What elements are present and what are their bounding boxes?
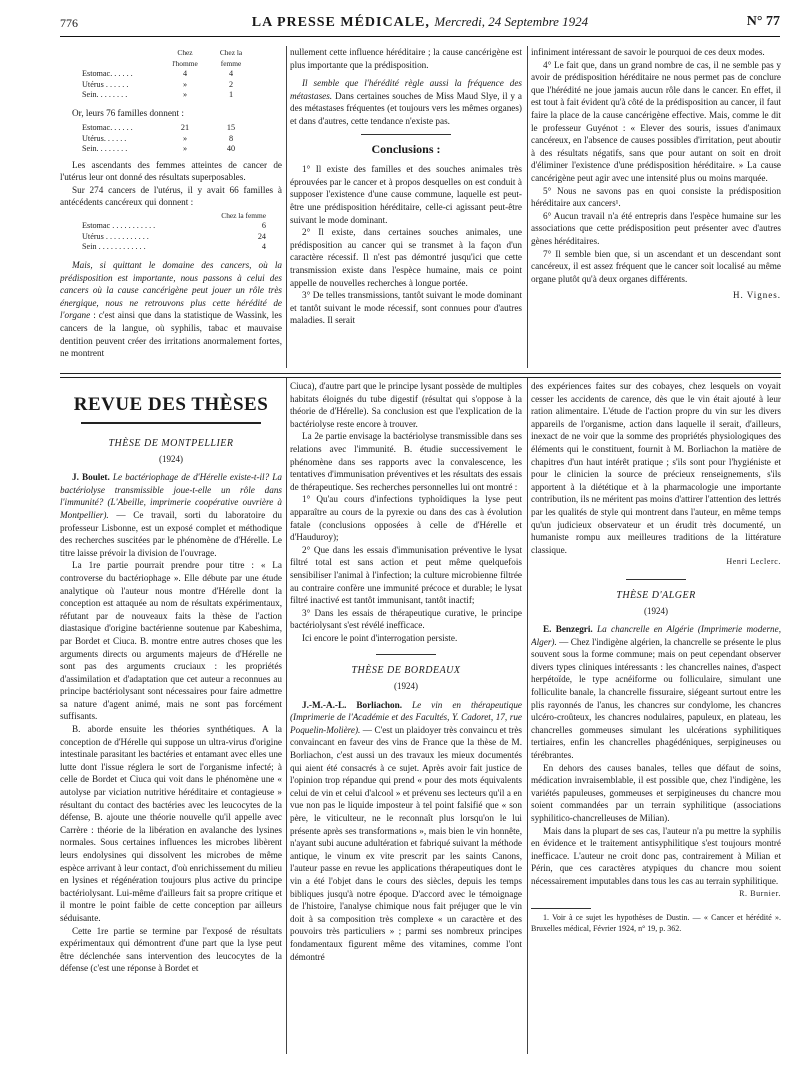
author-name: J.-M.-A.-L. Borliachon. bbox=[302, 699, 403, 710]
footnote: 1. Voir à ce sujet les hypothèses de Dustin. — « Cancer et hérédité ». Bruxelles médical, Février 1924, n° 19, p. 362. bbox=[531, 913, 781, 933]
stats-table-head bbox=[82, 48, 256, 69]
col-men: Chez l'homme bbox=[172, 48, 198, 68]
bottom-column-3 bbox=[531, 380, 781, 1054]
running-header bbox=[60, 14, 780, 37]
paragraph: Mais dans la plupart de ses cas, l'auteur n'a pu mettre la syphilis en évidence et le traitement antisyphilitique s'est toujours montré inefficace. L'auteur ne croit donc pas, contrairement à Milian et Périn, que ces caractères atypiques du chancre mou soient nécessairement imputables dans tous les cas au terrain syphilitique. bbox=[531, 825, 781, 886]
these-year: (1924) bbox=[644, 605, 668, 616]
paragraph: Or, leurs 76 familles donnent : bbox=[72, 107, 184, 118]
paragraph: 1° Qu'au cours d'infections typhoïdiques la lyse peut apparaître au cours de la pyrexie ou dans des cas à évolution fatale (conclusions opposées à celle de d'Hérelle et d'Hauduroy); bbox=[290, 494, 522, 543]
row-men: » bbox=[182, 90, 188, 99]
paragraph: Ici encore le point d'interrogation persiste. bbox=[302, 632, 458, 643]
author-name: J. Boulet. bbox=[72, 472, 110, 483]
author-name: E. Benzegri. bbox=[543, 624, 593, 635]
section-rule bbox=[376, 654, 436, 655]
paragraph: nullement cette influence héréditaire ; la cause cancérigène est plus importante que la prédisposition. bbox=[290, 47, 522, 70]
paragraph: B. aborde ensuite les théories synthétiques. A la conception de d'Hérelle qui suppose un ultra-virus d'origine intestinale parasitant les bactéries et entamant avec elles une lutte dont l'issue réglera le sort de l'organisme infecté; à celle de Bordet et Ciuca qui voit dans le phénomène une « autolyse par viciation nutritive héréditaire et contagieuse » résultant du contact des bactéries avec les leucocytes de la défense, B. ajoute une théorie nouvelle qu'il appelle avec Carrère : théorie de la libération en avalanche des lysines normales. Sous certaines influences les microbes libèrent leurs endolysines qui dissolvent les microbes de même espèce arrivant à leur contact, d'où enrichissement du milieu en lysines et régénération toujours plus active du principe bactériolysant. Lui-même d'ailleurs fait sa propre critique et il montre le point faible de cette conception par ailleurs séduisante. bbox=[60, 724, 282, 923]
row-label: Utérus . . . . . . . . . . . bbox=[82, 231, 149, 241]
these-heading: THÈSE DE MONTPELLIER bbox=[108, 438, 234, 449]
table-row bbox=[82, 123, 256, 134]
body-text: : c'est ainsi que dans la statistique de Wassink, les cancers de la langue, où syphilis, tabac et mauvaise dentition peuvent créer des irritations anormalement fortes, ne montrent bbox=[60, 310, 282, 359]
body-text: — Chez l'indigène algérien, la chancrelle se présente le plus souvent sous la forme commune; mais on peut cependant observer divers types cliniques intéressants : les chancrelles naines, d'aspect herpétoïde, le type acnéiforme ou folliculaire, simulant une folliculite banale, la chancrelle fissuraire, siégeant surtout entre les plis rayonnés de l'anus, les chancres sur condylome, les chancres ulcéro-croûteux, les chancres nodulaires, papuleux, en plateau, les chancrelles gommeuses simulant les ulcérations syphilitiques tertiaires, enfin les chancrelles phagédéniques, serpigineuses ou térébrantes. bbox=[531, 636, 781, 761]
row-label: Utérus. . . . . . bbox=[82, 133, 127, 143]
journal-title-line bbox=[190, 14, 650, 31]
table-row bbox=[82, 80, 256, 91]
bottom-column-2 bbox=[290, 380, 522, 1054]
title-rule bbox=[81, 422, 261, 424]
paragraph bbox=[531, 623, 781, 762]
paragraph: 3° De telles transmissions, tantôt suivant le mode dominant et tantôt suivant le mode récessif, sont connues pour d'autres maladies. Il serait bbox=[290, 290, 522, 326]
bottom-column-1 bbox=[60, 384, 282, 1054]
these-heading: THÈSE DE BORDEAUX bbox=[351, 665, 461, 677]
these-year: (1924) bbox=[394, 681, 418, 692]
row-women: 4 bbox=[228, 69, 234, 78]
paragraph: des expériences faites sur des cobayes, chez lesquels on voyait cesser les accidents de carence, dès que le vin était ajouté à leur ration alimentaire. L'étude de l'action propre du vin sur les divers appareils de l'organisme, action dans laquelle il serait, d'ailleurs, inexact de ne voir que la somme des propriétés physiologiques des éléments qui le constituent, fournit à M. Borliachon la matière de chapitres d'un haut intérêt pratique ; s'ils sont pour l'hygiéniste et pour le clinicien la source de précieux renseignements, s'ils apportent à la diététique et à la pharmacologie une importante contribution, ils ne méritent pas moins d'attirer l'attention des lettrés par les qualités de style qui montrent dans l'auteur, en même temps qu'un judicieux observateur et un érudit très documenté, un humaniste rompu aux meilleures traditions de la littérature classique. bbox=[531, 381, 781, 555]
column-rule bbox=[527, 46, 528, 368]
stats-table-1 bbox=[82, 48, 256, 101]
row-men: » bbox=[182, 144, 188, 154]
italic-text: Mais, si quittant le domaine des cancers, où la prédisposition est importante, nous passons à celui des cancers où la cause cancérigène peut jouer un rôle très énergique, nous ne retrouvons plus cette hérédité de l'organe bbox=[60, 259, 282, 321]
stats-table-2 bbox=[82, 123, 256, 155]
top-column-3 bbox=[531, 46, 781, 371]
row-label: Estomac. . . . . . bbox=[82, 123, 133, 133]
row-label: Sein . . . . . . . . . . . . bbox=[82, 242, 146, 252]
table-row bbox=[82, 232, 272, 243]
section-divider bbox=[60, 373, 781, 378]
paragraph: 3° Dans les essais de thérapeutique curative, le principe bactériolysant s'est révélé inefficace. bbox=[290, 607, 522, 631]
these-year: (1924) bbox=[159, 453, 183, 464]
table-row bbox=[82, 144, 256, 155]
paragraph bbox=[60, 259, 282, 360]
body-text: — Ce travail, sorti du laboratoire du professeur Lisbonne, est un exposé complet et méthodique des recherches suscitées par le phénomène de d'Hérelle. Le titre laisse prévoir la division de l'ouvrage. bbox=[60, 509, 282, 558]
column-rule bbox=[527, 378, 528, 1054]
journal-title: LA PRESSE MÉDICALE, bbox=[251, 15, 430, 30]
paragraph: 1° Il existe des familles et des souches animales très éprouvées par le cancer et à propos desquelles on est conduit à supposer l'existence d'une cause commune, laquelle est peut-être une prédisposition héréditaire, celle-ci agissant peut-être suivant le mode dominant. bbox=[290, 164, 522, 225]
issue-number: N° 77 bbox=[746, 14, 780, 29]
row-women: 6 bbox=[261, 221, 266, 231]
paragraph: 4° Le fait que, dans un grand nombre de cas, il ne semble pas y avoir de prédisposition héréditaire ne nous permet pas de conclure que l'hérédité ne joue jamais aucun rôle dans le cancer. En effet, il est tout à fait évident qu'à côté de la prédisposition au cancer, il faut faire la place de la cause cancérigène effective. Mais, comme le dit le professeur Guyénot : « Elever des souris, issues d'animaux cancéreux, en l'absence de causes possibles d'irritation, peut aboutir à des résultats négatifs, sans que pour autant on soit en droit d'éliminer l'existence d'une prédisposition héréditaire. » La cause cancérigène peut agir avec une intensité plus ou moins marquée. bbox=[531, 59, 781, 183]
table-row bbox=[82, 221, 272, 232]
paragraph: Cette 1re partie se termine par l'exposé de résultats expérimentaux qui démontrent d'une part que la lyse peut être déclenchée sans intervention des leucocytes de la défense (c'est une réponse à Bordet et bbox=[60, 925, 282, 974]
row-men: 4 bbox=[182, 69, 188, 78]
paragraph: 2° Il existe, dans certaines souches animales, une prédisposition au cancer qui se transmet à la façon d'un caractère récessif. Il n'est pas démontré jusqu'ici que cette transmission existe dans l'espèce humaine, mais ce point appelle de nouvelles recherches à longue portée. bbox=[290, 227, 522, 288]
paragraph: infiniment intéressant de savoir le pourquoi de ces deux modes. bbox=[531, 47, 765, 57]
thesis-title: La chancrelle en Algérie (Imprimerie moderne, Alger). bbox=[531, 624, 781, 647]
section-title: REVUE DES THÈSES bbox=[73, 394, 269, 415]
table-row bbox=[82, 69, 256, 80]
row-label: Sein. . . . . . . . bbox=[82, 90, 128, 99]
col-women: Chez la femme bbox=[219, 48, 243, 68]
paragraph: Les ascendants des femmes atteintes de cancer de l'utérus leur ont donné des résultats superposables. bbox=[60, 159, 282, 183]
paragraph: La 1re partie pourrait prendre pour titre : « La controverse du bactériophage ». Elle débute par une étude analytique où l'auteur nous montre d'Hérelle dont la conception est attaquée au nom de résultats expérimentaux, réfutant par de nouveaux faits la thèse de l'action diastasique d'origine bactérienne soutenue par Kabeshima, par Bordet et Ciuca. B. montre entre autres choses que les arguments directs ou arguments majeurs de d'Hérelle ne sont pas des arguments cruciaux : les propriétés d'assimilation et d'adaptation que cet auteur a reconnues au principe bactériolysant sont nécessaires pour faire admettre sa nature d'agent animé, mais ne sont pas forcément suffisants. bbox=[60, 560, 282, 722]
body-text: — C'est un plaidoyer très convaincu et très convaincant en faveur des vins de France que la thèse de M. Borliachon, c'est aussi un des travaux les mieux documentés qui aient été consacrés à ce sujet. Après avoir fait justice de l'opinion trop répandue qui prend « pour des mots équivalents celui de vin et celui d'alcool » et prévenu ses lecteurs qu'il a en vue non pas le liquide imposteur à tel point falsifié que « son père, le viticulteur, ne le reconnaît plus lorsqu'on le lui présente après ses transformations », mais bien le vin honnête, n'ayant subi aucune adultération et fabriqué suivant la méthode antique, le vinum ex vite prescrit par les saints Canons, l'auteur passe en revue les applications thérapeutiques dont le vin a été l'objet dans le cours des siècles, depuis les temps bibliques jusqu'à notre époque. D'accord avec le témoignage de l'histoire, l'analyse chimique nous fait préjuger que le vin doit à sa composition très complexe « un caractère et des pouvoirs très particuliers » ; parmi ses nombreux principes fondamentaux figurent même des vitamines, comme l'ont démontré bbox=[290, 724, 522, 962]
these-heading: THÈSE D'ALGER bbox=[616, 589, 696, 601]
paragraph: 5° Nous ne savons pas en quoi consiste la prédisposition héréditaire aux cancers¹. bbox=[531, 185, 781, 209]
row-women: 24 bbox=[257, 231, 266, 241]
row-men: » bbox=[182, 133, 188, 143]
column-rule bbox=[286, 46, 287, 368]
thesis-title: Le bactériophage de d'Hérelle existe-t-il? La bactériolyse transmissible joue-t-elle un rôle dans l'immunité? (L'Abeille, imprimerie coopérative ouvrière à Montpellier). bbox=[60, 472, 282, 520]
thesis-title: Le vin en thérapeutique (Imprimerie de l'Académie et des Facultés, Y. Cadoret, 17, rue Poquelin-Molière). bbox=[290, 699, 522, 735]
col-women: Chez la femme bbox=[221, 210, 266, 220]
section-rule bbox=[361, 134, 451, 135]
issue-date: Mercredi, 24 Septembre 1924 bbox=[434, 14, 589, 29]
paragraph: 2° Que dans les essais d'immunisation préventive le lysat filtré total est sans action et peut même quelquefois sensibiliser l'animal à l'infection; la culture microbienne filtrée au contraire confère une immunité précoce et durable; le lysat filtré inactivé est tantôt immunisant, tantôt inactif; bbox=[290, 544, 522, 606]
row-women: 40 bbox=[226, 144, 236, 154]
row-women: 1 bbox=[228, 90, 234, 99]
body-text: Dans certaines souches de Miss Maud Slye, il y a des métastases fréquentes (et toujours vers les mêmes organes) et dans d'autres, cette tendance n'existe pas. bbox=[290, 90, 522, 126]
row-women: 2 bbox=[228, 79, 234, 89]
author-signature: Henri Leclerc. bbox=[726, 557, 781, 567]
row-label: Estomac. . . . . . bbox=[82, 69, 133, 78]
paragraph: Ciuca), d'autre part que le principe lysant possède de multiples habitats éloignés du tube digestif (résultat qui s'oppose à la théorie de d'Hérelle). Sa conclusion est que l'explication de la bactériolyse reste encore à trouver. bbox=[290, 381, 522, 429]
section-rule bbox=[626, 579, 686, 580]
row-label: Estomac . . . . . . . . . . . bbox=[82, 221, 156, 231]
row-men: » bbox=[182, 79, 188, 89]
row-women: 4 bbox=[261, 242, 266, 252]
row-women: 8 bbox=[228, 133, 234, 143]
author-signature: H. Vignes. bbox=[732, 290, 781, 301]
top-column-2 bbox=[290, 46, 522, 371]
row-women: 15 bbox=[226, 123, 236, 133]
stats-table-head bbox=[82, 211, 272, 222]
paragraph bbox=[290, 77, 522, 127]
page-number: 776 bbox=[60, 16, 78, 30]
paragraph: La 2e partie envisage la bactériolyse transmissible dans ses relations avec l'immunité. B. étudie successivement le phénomène dans ses rapports avec la convalescence, les tentatives d'immunisation préventives et les résultats des essais de thérapeutique. Ses recherches personnelles lui ont montré : bbox=[290, 431, 522, 492]
paragraph: 7° Il semble bien que, si un ascendant et un descendant sont cancéreux, il est assez fréquent que le cancer soit localisé au même organe plutôt qu'à deux organes différents. bbox=[531, 248, 781, 284]
top-column-1 bbox=[60, 46, 282, 371]
stats-table-3 bbox=[82, 211, 272, 253]
italic-text: Il semble que l'hérédité règle aussi la fréquence des métastases. bbox=[290, 78, 522, 101]
row-label: Utérus . . . . . . bbox=[82, 79, 129, 89]
author-signature: R. Burnier. bbox=[739, 888, 781, 898]
paragraph bbox=[290, 699, 522, 963]
row-label: Sein. . . . . . . . bbox=[82, 144, 128, 154]
column-rule bbox=[286, 378, 287, 1054]
table-row bbox=[82, 90, 256, 101]
paragraph: 6° Aucun travail n'a été entrepris dans l'espèce humaine sur les associations que cette prédisposition peut présenter avec d'autres gènes héréditaires. bbox=[531, 210, 781, 246]
paragraph: En dehors des causes banales, telles que défaut de soins, médication invraisemblable, il est possible que, chez l'indigène, les variétés papuleuses, gommeuses et serpigineuses du chancre mou soient commandées par un terrain syphilitique (associations syphilitico-chancrelleuses de Milian). bbox=[531, 762, 781, 823]
paragraph: Sur 274 cancers de l'utérus, il y avait 66 familles à antécédents cancéreux qui donnent : bbox=[60, 184, 282, 208]
paragraph bbox=[60, 471, 282, 559]
conclusions-heading: Conclusions : bbox=[371, 141, 441, 156]
row-men: 21 bbox=[180, 123, 190, 133]
table-row bbox=[82, 134, 256, 145]
table-row bbox=[82, 242, 272, 253]
footnote-rule bbox=[531, 908, 591, 909]
